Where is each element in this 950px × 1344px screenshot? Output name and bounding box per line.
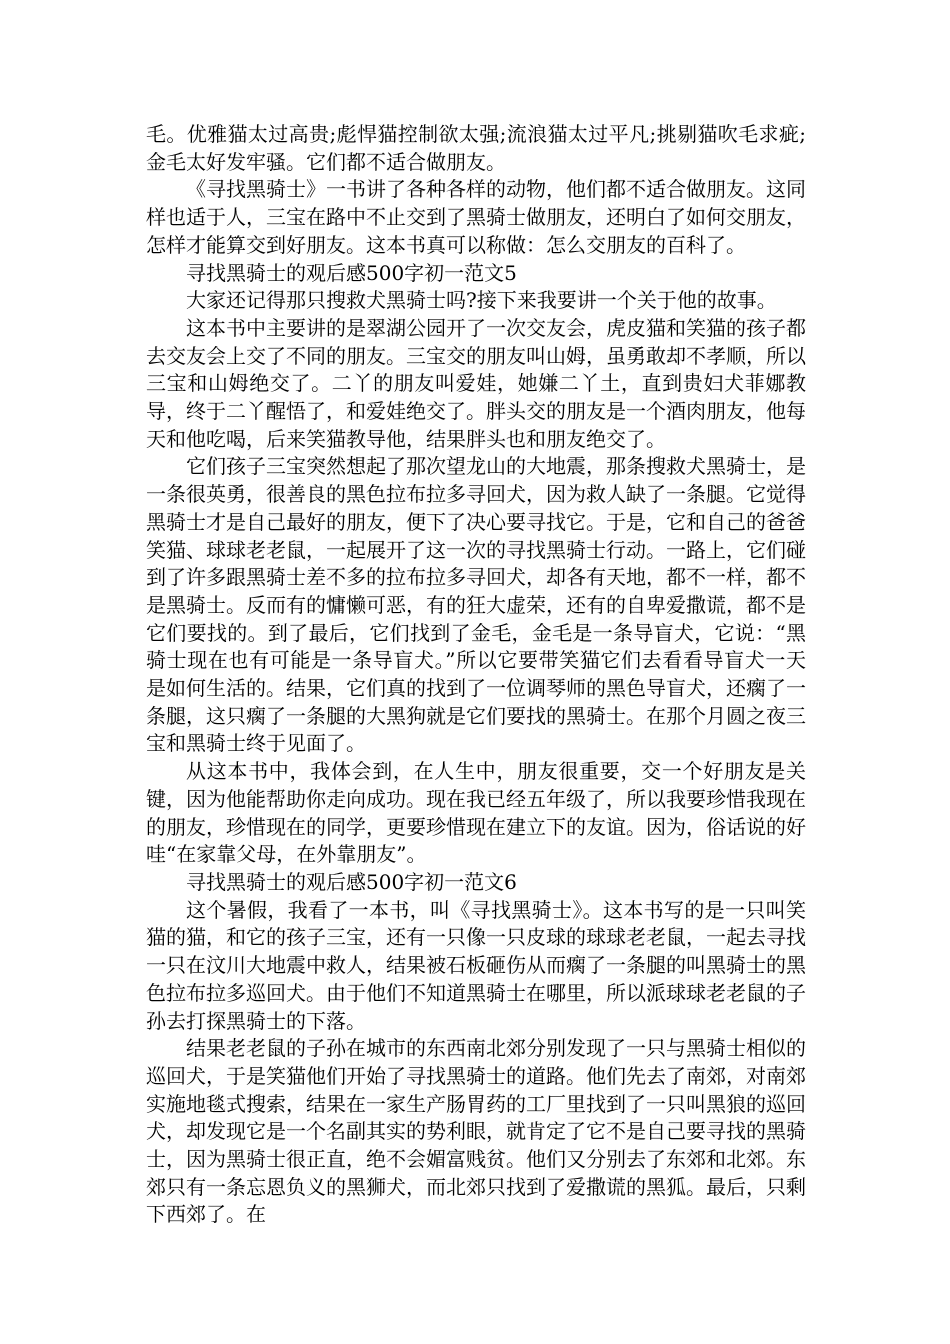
paragraph-3: 大家还记得那只搜救犬黑骑士吗?接下来我要讲一个关于他的故事。	[186, 288, 777, 313]
paragraph-5: 它们孩子三宝突然想起了那次望龙山的大地震，那条搜救犬黑骑士，是一条很英勇，很善良的黑色拉布拉多寻回犬，因为救人缺了一条腿。它觉得黑骑士才是自己最好的朋友，便下了决心要寻找它。于是，它和自己的爸爸笑猫、球球老老鼠，一起展开了这一次的寻找黑骑士行动。一路上，它们碰到了许多跟黑骑士差不多的拉布拉多寻回犬，却各有天地，都不一样，都不是黑骑士。反而有的慵懒可恶，有的狂大虚荣，还有的自卑爱撒谎，都不是它们要找的。到了最后，它们找到了金毛，金毛是一条导盲犬，它说：“黑骑士现在也有可能是一条导盲犬。”所以它要带笑猫它们去看看导盲犬一天是如何生活的。结果，它们真的找到了一位调琴师的黑色导盲犬，还瘸了一条腿，这只瘸了一条腿的大黑狗就是它们要找的黑骑士。在那个月圆之夜三宝和黑骑士终于见面了。	[146, 454, 806, 756]
paragraph-4: 这本书中主要讲的是翠湖公园开了一次交友会，虎皮猫和笑猫的孩子都去交友会上交了不同的朋友。三宝交的朋友叫山姆，虽勇敢却不孝顺，所以三宝和山姆绝交了。二丫的朋友叫爱娃，她嫌二丫土，直到贵妇犬菲娜教导，终于二丫醒悟了，和爱娃绝交了。胖头交的朋友是一个酒肉朋友，他每天和他吃喝，后来笑猫教导他，结果胖头也和朋友绝交了。	[146, 315, 806, 451]
paragraph-7: 这个暑假，我看了一本书，叫《寻找黑骑士》。这本书写的是一只叫笑猫的猫，和它的孩子三宝，还有一只像一只皮球的球球老老鼠，一起去寻找一只在汶川大地震中救人，结果被石板砸伤从而瘸了一条腿的叫黑骑士的黑色拉布拉多巡回犬。由于他们不知道黑骑士在哪里，所以派球球老老鼠的子孙去打探黑骑士的下落。	[146, 897, 806, 1033]
document-page	[146, 121, 806, 1229]
section-heading-5: 寻找黑骑士的观后感500字初一范文5	[186, 260, 517, 285]
section-heading-6: 寻找黑骑士的观后感500字初一范文6	[186, 869, 517, 894]
paragraph-1: 毛。优雅猫太过高贵;彪悍猫控制欲太强;流浪猫太过平凡;挑剔猫吹毛求疵;金毛太好发牢骚。它们都不适合做朋友。	[146, 122, 806, 174]
paragraph-6: 从这本书中，我体会到，在人生中，朋友很重要，交一个好朋友是关键，因为他能帮助你走向成功。现在我已经五年级了，所以我要珍惜我现在的朋友，珍惜现在的同学，更要珍惜现在建立下的友谊。因为，俗话说的好哇“在家靠父母，在外靠朋友”。	[146, 759, 806, 867]
paragraph-2: 《寻找黑骑士》一书讲了各种各样的动物，他们都不适合做朋友。这同样也适于人，三宝在路中不止交到了黑骑士做朋友，还明白了如何交朋友，怎样才能算交到好朋友。这本书真可以称做：怎么交朋友的百科了。	[146, 177, 806, 257]
paragraph-8: 结果老老鼠的子孙在城市的东西南北郊分别发现了一只与黑骑士相似的巡回犬，于是笑猫他们开始了寻找黑骑士的道路。他们先去了南郊，对南郊实施地毯式搜索，结果在一家生产肠胃药的工厂里找到了一只叫黑狼的巡回犬，却发现它是一个名副其实的势利眼，就肯定了它不是自己要寻找的黑骑士，因为黑骑士很正直，绝不会媚富贱贫。他们又分别去了东郊和北郊。东郊只有一条忘恩负义的黑狮犬，而北郊只找到了爱撒谎的黑狐。最后，只剩下西郊了。在	[146, 1036, 806, 1227]
